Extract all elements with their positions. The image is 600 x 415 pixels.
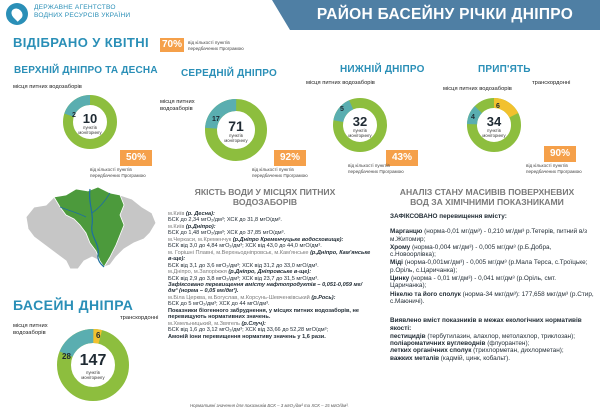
- basin-title: БАСЕЙН ДНІПРА: [13, 297, 134, 313]
- donut-lower-sub-monitoring: моніторингу: [348, 132, 372, 138]
- basin-drinking-label-line1: місця питних: [13, 323, 48, 329]
- program-note-lower-line2: передбачених Програмою: [348, 168, 404, 174]
- transboundary-label-prypiat: транскордонні: [532, 80, 571, 86]
- percent-badge-lower: 43%: [386, 150, 418, 166]
- wq-river: (р.Случ):: [241, 320, 266, 327]
- chemistry-detected-item: [390, 355, 594, 362]
- chemistry-item: [390, 244, 594, 259]
- chemistry-title-line2: ВОД ЗА ХІМІЧНИМИ ПОКАЗНИКАМИ: [410, 197, 564, 207]
- chemistry-item-name: Хрому: [390, 243, 411, 251]
- selected-percent-badge: 70%: [161, 39, 182, 50]
- agency-line1: ДЕРЖАВНЕ АГЕНТСТВО: [34, 4, 116, 11]
- chemistry-body: [390, 213, 594, 362]
- region-title-middle: СЕРЕДНІЙ ДНІПРО: [181, 68, 277, 79]
- donut-upper-sub: [62, 126, 118, 136]
- donut-basin-sub: [55, 371, 131, 381]
- agency-line2: ВОДНИХ РЕСУРСІВ УКРАЇНИ: [34, 11, 131, 19]
- wq-city: м.Черкаси, м.Кременчук: [168, 236, 232, 243]
- wq-river: (р. Десна):: [185, 211, 215, 217]
- drinking-sites-label-upper: місця питних водозаборів: [13, 84, 82, 90]
- program-note-prypiat: [526, 163, 582, 174]
- donut-lower-sub: [332, 129, 388, 139]
- chemistry-detected-text: (трихлорметан, дихлорметан);: [471, 347, 564, 355]
- donut-upper-total: 10: [82, 111, 98, 126]
- wq-city: м.Київ: [168, 223, 185, 230]
- wq-line: [168, 250, 371, 263]
- donut-upper-drinking-count: 2: [72, 112, 76, 119]
- basin-drinking-label: [13, 323, 48, 337]
- chemistry-item-text: (норма-0,004 мг/дм³) - 0,005 мг/дм³ (р.Б.Добра, с.Новоорлівка);: [390, 243, 552, 259]
- chemistry-detected-heading: Виявлено вміст показників в межах екологічних нормативів якості:: [390, 317, 582, 332]
- basin-drinking-label-line2: водозаборів: [13, 329, 46, 336]
- drinking-sites-label-middle: [160, 99, 195, 113]
- wq-line: БСК від 1,6 до 3,12 мгО₂/дм³; ХСК від 33,66 до 52,28 мгО/дм³;: [168, 327, 329, 334]
- drinking-label-middle-line2: водозаборів: [160, 105, 193, 112]
- program-note-middle: [252, 167, 308, 178]
- percent-badge-middle: 92%: [274, 150, 306, 166]
- wq-line: БСК від 2,9 до 3,8 мгО₂/дм³; ХСК від 23,7 до 31,5 мгО/дм³.: [168, 275, 319, 282]
- program-note-middle-line2: передбачених Програмою: [252, 172, 308, 178]
- wq-line: БСК до 5 мгО₂/дм³; ХСК до 44 мгО/дм³.: [168, 301, 270, 308]
- wq-city: м.Хмельницький, м.Звягель: [168, 320, 240, 327]
- chemistry-item: [390, 228, 594, 243]
- drinking-label-middle-line1: місця питних: [160, 99, 195, 105]
- chemistry-item-text: (норма-34 мкг/дм³): 177,658 мкг/дм³ (р.Стир, с.Маюничі).: [390, 290, 594, 305]
- program-note-lower-line1: від кількості пунктів: [348, 163, 390, 168]
- program-note-middle-line1: від кількості пунктів: [252, 167, 294, 172]
- donut-basin-sub-points: пунктів: [86, 370, 100, 375]
- selected-note-line1: від кількості пунктів: [188, 40, 230, 45]
- chemistry-item-text: (норма - 0,01 мг/дм³) - 0,041 мг/дм³ (р.Оріль, смт. Царичанка);: [390, 275, 557, 290]
- wq-line: [168, 282, 371, 295]
- chemistry-detected-name: важких металів: [390, 354, 440, 362]
- donut-basin-transboundary-count: 6: [96, 331, 101, 340]
- wq-river: (р.Дніпро, Кам'янське в-ще):: [168, 249, 371, 263]
- chemistry-item-name: Марганцю: [390, 228, 423, 236]
- percent-badge-upper: 50%: [120, 150, 152, 166]
- chemistry-detected-name: летких органічних сполук: [390, 347, 472, 355]
- wq-river: (р.Дніпро):: [185, 223, 216, 230]
- chemistry-item-text: (норма-0,01 мг/дм³) - 0,210 мг/дм³ р.Тетерів, питний в/з м.Житомир;: [390, 228, 588, 243]
- page-title: РАЙОН БАСЕЙНУ РІЧКИ ДНІПРО: [316, 6, 574, 23]
- donut-upper-sub-points: пунктів: [83, 125, 97, 130]
- agency-name: [34, 4, 130, 20]
- selected-note-line2: передбачених Програмою: [188, 45, 244, 51]
- wq-line: [168, 334, 371, 340]
- donut-upper-center: [62, 94, 118, 150]
- donut-prypiat-drinking-count: 4: [471, 114, 475, 121]
- selected-title: ВІДІБРАНО У КВІТНІ: [13, 35, 150, 50]
- water-quality-footnote: Нормативні значення для показників БСК – 3 мгО₂/дм³ та ХСК – 15 мгО/дм³.: [190, 403, 349, 408]
- wq-city: м. Горішні Плавні, м.Верхньодніпровськ, м.Кам'янське: [168, 249, 309, 256]
- chemistry-item-name: Нікелю та його сполук: [390, 290, 461, 298]
- chemistry-fixed-heading: ЗАФІКСОВАНО перевищення вмісту:: [390, 213, 507, 220]
- chemistry-item-text: (норма-0,001мг/дм³) - 0,005 мг/дм³ (р.Мала Терса, с.Троїцьке; р.Оріль, с.Царичанка);: [390, 259, 588, 274]
- wq-line: БСК від 3,1 до 3,6 мгО₂/дм³; ХСК від 31,2 до 33,0 мгО/дм³.: [168, 262, 319, 269]
- donut-basin-sub-monitoring: моніторингу: [81, 374, 105, 380]
- donut-basin-total: 147: [79, 352, 107, 369]
- title-banner: [290, 0, 600, 30]
- donut-prypiat-transboundary-count: 6: [496, 103, 500, 110]
- wq-river: (р.Рось):: [311, 294, 336, 301]
- chemistry-detected-name: поліароматичних вуглеводнів: [390, 340, 486, 348]
- donut-middle-sub-monitoring: моніторингу: [224, 137, 248, 143]
- chemistry-detected-item: [390, 347, 594, 354]
- region-title-upper: ВЕРХНІЙ ДНІПРО ТА ДЕСНА: [14, 65, 158, 76]
- chemistry-item-name: Міді: [390, 259, 403, 267]
- donut-middle-drinking-count: 17: [212, 116, 220, 123]
- chemistry-detected-name: пестицидів: [390, 332, 426, 340]
- chemistry-item: [390, 291, 594, 306]
- basin-transboundary-label: транскордонні: [120, 315, 159, 321]
- donut-middle-center: [204, 98, 268, 162]
- chemistry-title-line1: АНАЛІЗ СТАНУ МАСИВІВ ПОВЕРХНЕВИХ: [399, 187, 575, 197]
- ukraine-map: [20, 183, 160, 283]
- selected-note: [188, 40, 244, 51]
- chemistry-item-name: Цинку: [390, 275, 410, 283]
- wq-line: БСК від 3,0 до 4,84 мгО₂/дм³; ХСК від 43,0 до 44,0 мгО/дм³.: [168, 243, 322, 250]
- donut-prypiat-sub: [466, 129, 522, 139]
- donut-middle-sub: [204, 134, 268, 144]
- wq-bold-note: Показники біогенного забруднення, у місцях питних водозаборів, не перевищують нормативних значень.: [168, 307, 360, 321]
- program-note-upper-line1: від кількості пунктів: [90, 167, 132, 172]
- agency-logo: [6, 3, 28, 25]
- donut-prypiat-sub-monitoring: моніторингу: [482, 132, 506, 138]
- wq-emphasis: Зафіксовано перевищення вмісту нафтопродуктів – 0,051-0,059 мг/дм³ (норма – 0,05 мг/дм³).: [168, 281, 363, 295]
- donut-lower-total: 32: [352, 114, 368, 129]
- donut-prypiat-center: [466, 97, 522, 153]
- wq-line: БСК до 1,48 мгО₂/дм³; ХСК до 37,85 мгО/дм³.: [168, 230, 286, 237]
- chemistry-item: [390, 259, 594, 274]
- donut-middle-sub-points: пунктів: [229, 133, 243, 138]
- region-title-prypiat: ПРИП'ЯТЬ: [478, 64, 531, 75]
- program-note-lower: [348, 163, 404, 174]
- donut-prypiat-sub-points: пунктів: [487, 128, 501, 133]
- donut-prypiat-total: 34: [486, 114, 502, 129]
- water-quality-title-line2: ВОДОЗАБОРІВ: [232, 197, 298, 207]
- chemistry-detected-text: (флуорантен);: [485, 340, 530, 348]
- drinking-sites-label-lower: місця питних водозаборів: [306, 80, 375, 86]
- wq-city: м.Біла Церква, м.Богуслав, м.Корсунь-Шевченківський: [168, 294, 310, 301]
- wq-city: м.Київ: [168, 211, 185, 217]
- drinking-sites-label-prypiat: місця питних водозаборів: [443, 86, 512, 92]
- program-note-upper: [90, 167, 146, 178]
- wq-river: (р.Дніпро Кременчуцьке водосховище):: [232, 236, 344, 243]
- chemistry-item: [390, 275, 594, 290]
- program-note-upper-line2: передбачених Програмою: [90, 172, 146, 178]
- chemistry-detected-text: (кадмій, цинк, кобальт).: [439, 354, 511, 362]
- donut-lower-drinking-count: 5: [340, 106, 344, 113]
- wq-river: (р.Дніпро, Дніпровське в-ще):: [228, 269, 312, 276]
- region-title-lower: НИЖНІЙ ДНІПРО: [340, 64, 425, 75]
- water-quality-body: [168, 211, 371, 340]
- wq-line: БСК до 2,34 мгО₂/дм³; ХСК до 31,8 мгО/дм³.: [168, 217, 282, 224]
- donut-basin-drinking-count: 28: [62, 352, 71, 361]
- program-note-prypiat-line2: передбачених Програмою: [526, 168, 582, 174]
- water-quality-title: [166, 187, 364, 207]
- donut-middle-total: 71: [228, 118, 244, 134]
- wq-line: [168, 308, 371, 321]
- program-note-prypiat-line1: від кількості пунктів: [526, 163, 568, 168]
- water-quality-title-line1: ЯКІСТЬ ВОДИ У МІСЦЯХ ПИТНИХ: [194, 187, 336, 197]
- wq-city: м.Дніпро, м.Запоріжжя: [168, 269, 227, 276]
- donut-lower-sub-points: пунктів: [353, 128, 367, 133]
- donut-basin-center: [55, 327, 131, 403]
- percent-badge-prypiat: 90%: [544, 146, 576, 162]
- wq-bold-note: Амоній іони перевищення нормативу значень у 1,6 рази.: [168, 333, 326, 340]
- chemistry-title: [376, 187, 598, 207]
- chemistry-detected-text: (тербутилазин, алахлор, метолахлор, триклозан);: [425, 332, 575, 340]
- donut-upper-sub-monitoring: моніторингу: [78, 129, 102, 135]
